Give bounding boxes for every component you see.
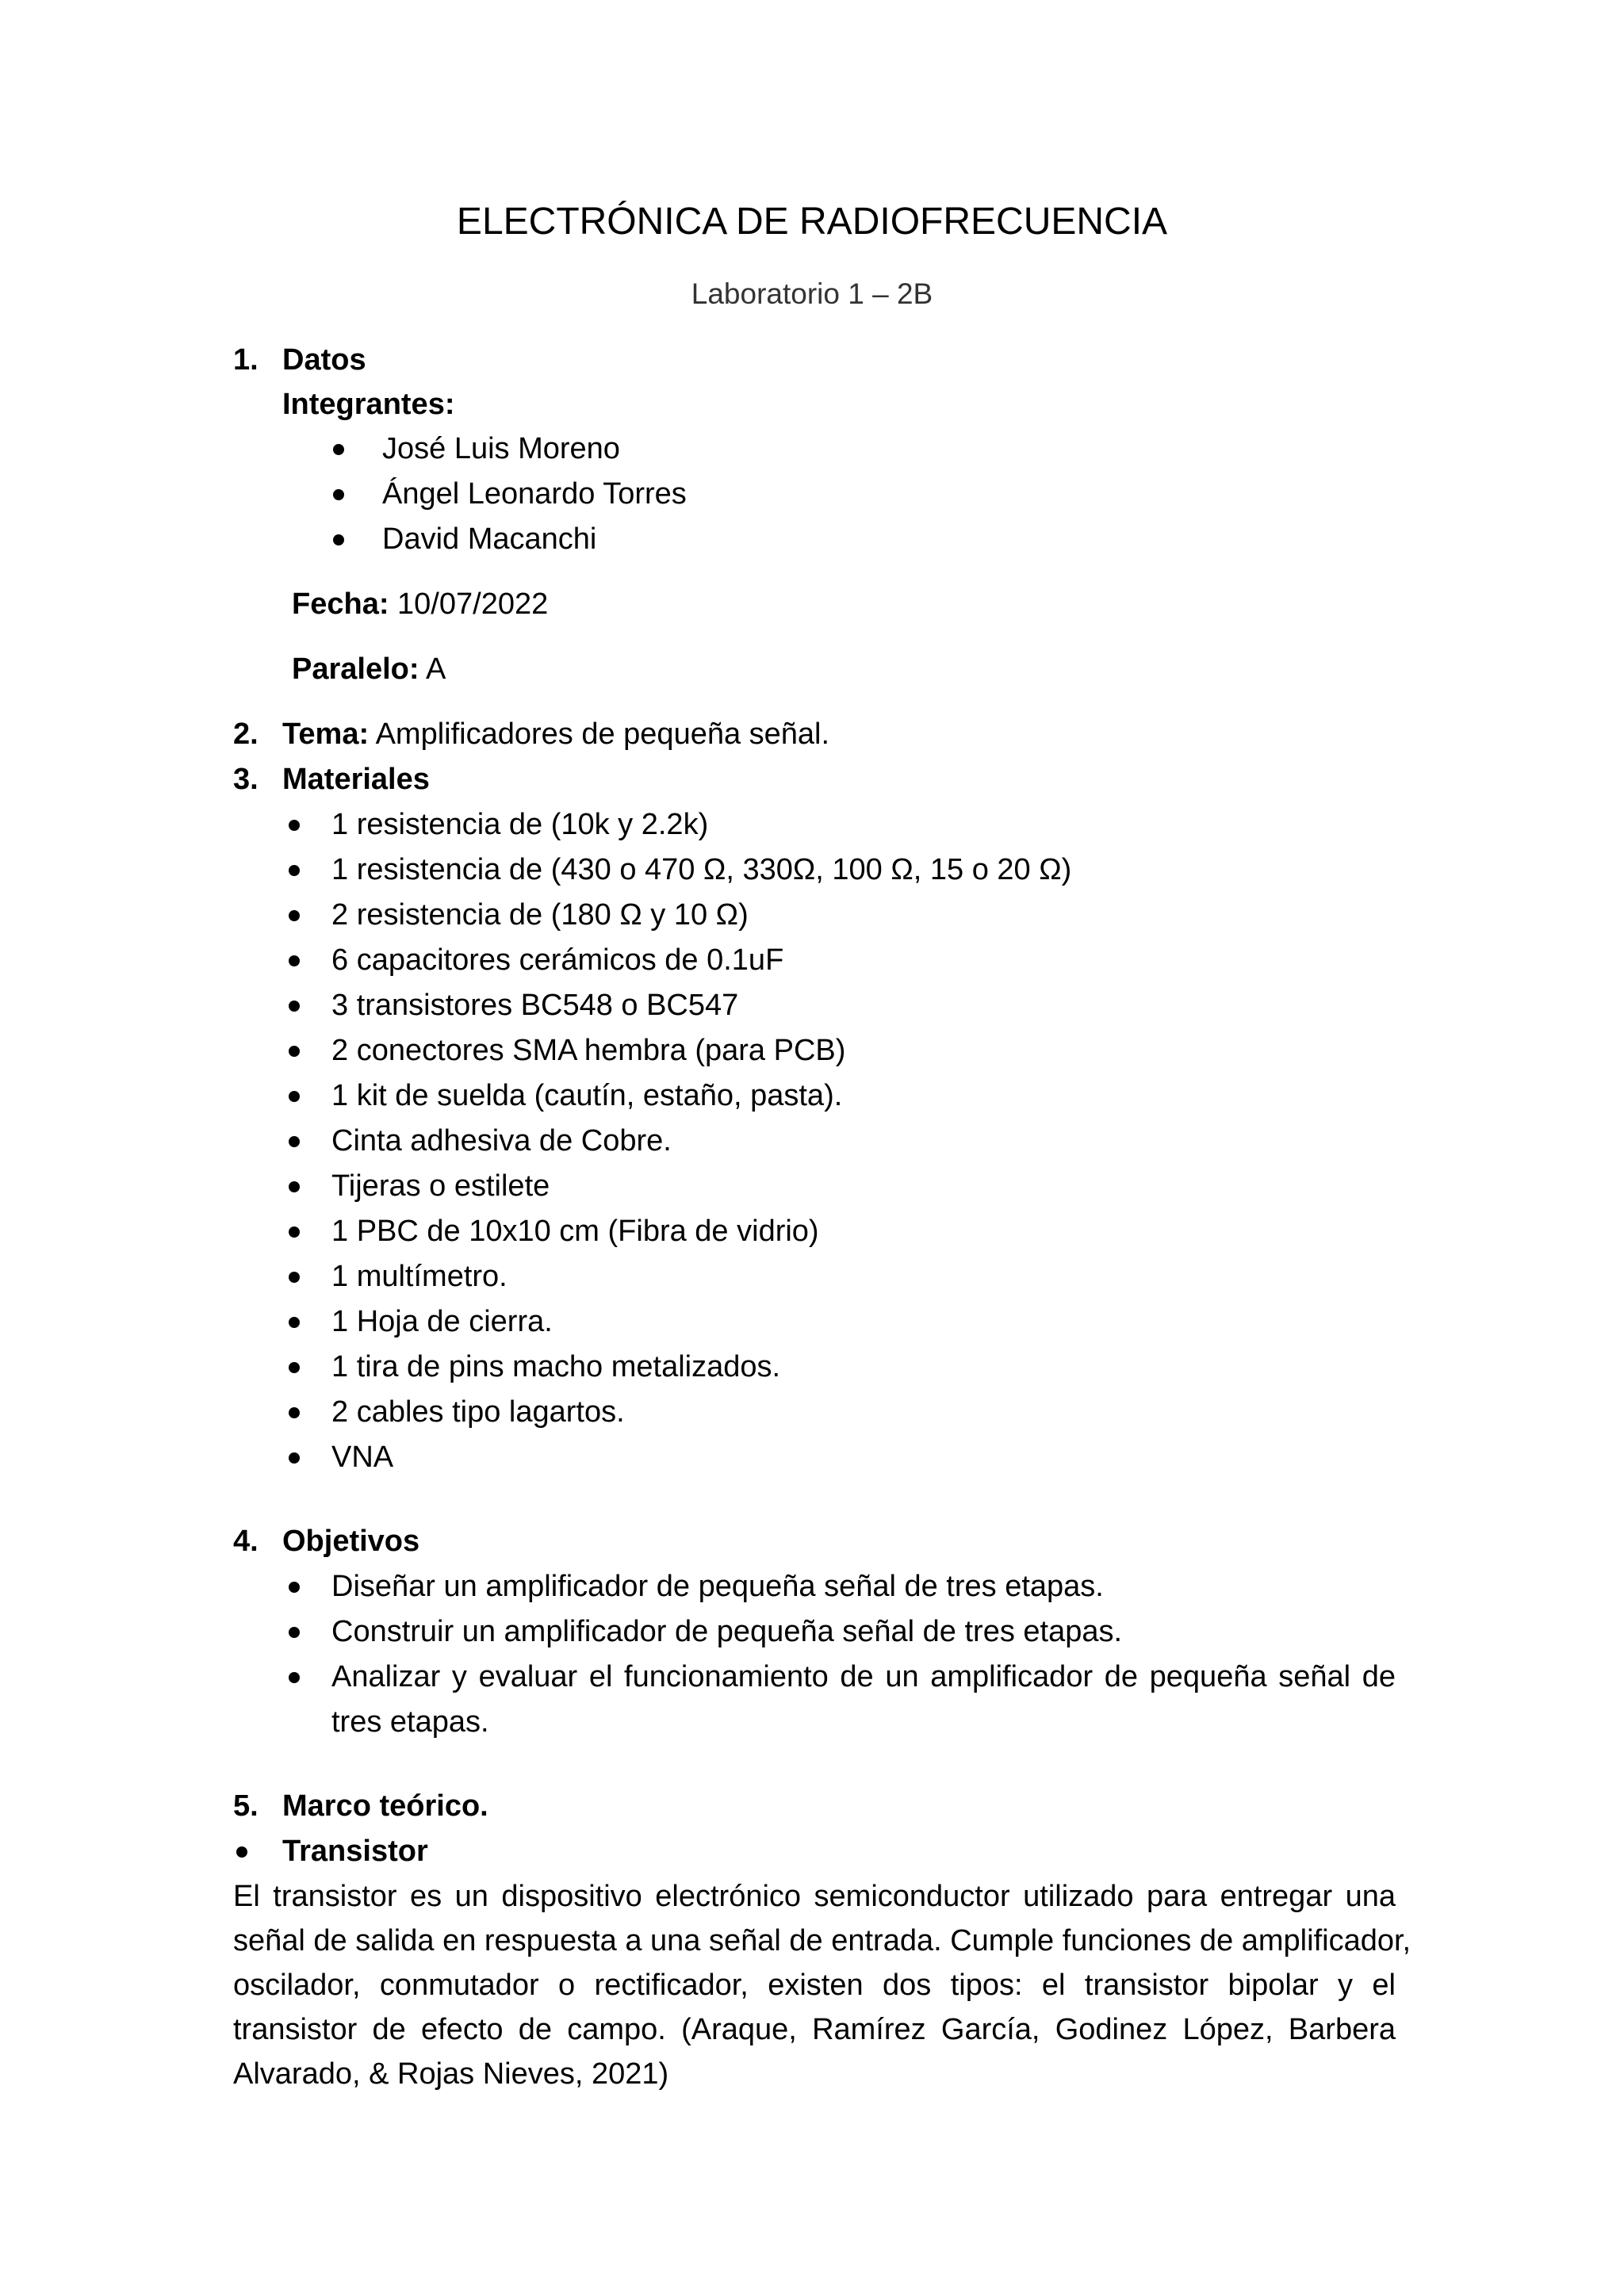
topic-label: Tema: — [282, 718, 370, 751]
member-name: Ángel Leonardo Torres — [382, 477, 687, 511]
objective-text-line: tres etapas. — [331, 1705, 489, 1739]
topic-value: Amplificadores de pequeña señal. — [369, 718, 830, 751]
members-label: Integrantes: — [282, 388, 455, 421]
bullet-icon — [289, 1091, 300, 1102]
materials-item-text: 1 resistencia de (430 o 470 Ω, 330Ω, 100 Ω, 15 o 20 Ω) — [331, 853, 1072, 886]
bullet-icon — [289, 865, 300, 876]
bullet-icon — [333, 489, 344, 500]
materials-item-text: 3 transistores BC548 o BC547 — [331, 989, 739, 1022]
topic-row — [282, 712, 829, 757]
section-5-number: 5. — [233, 1789, 259, 1823]
bullet-icon — [333, 534, 344, 545]
bullet-icon — [289, 1046, 300, 1057]
section-1-number: 1. — [233, 343, 259, 377]
parallel-row — [292, 647, 446, 692]
parallel-value: A — [419, 652, 446, 686]
bullet-icon — [289, 1136, 300, 1147]
materials-item-text: 2 cables tipo lagartos. — [331, 1395, 625, 1429]
paragraph-line: oscilador, conmutador o rectificador, existen dos tipos: el transistor bipolar y el — [233, 1969, 1396, 2002]
bullet-icon — [289, 1317, 300, 1328]
date-value: 10/07/2022 — [389, 587, 549, 621]
bullet-icon — [289, 1362, 300, 1373]
paragraph-line: señal de salida en respuesta a una señal de entrada. Cumple funciones de amplificador, — [233, 1924, 1411, 1957]
objective-text: Diseñar un amplificador de pequeña señal de tres etapas. — [331, 1570, 1104, 1603]
paragraph-line: transistor de efecto de campo. (Araque, Ramírez García, Godinez López, Barbera — [233, 2013, 1396, 2046]
objective-text: Construir un amplificador de pequeña señal de tres etapas. — [331, 1615, 1123, 1648]
materials-item-text: 1 tira de pins macho metalizados. — [331, 1350, 781, 1383]
date-row — [292, 582, 548, 627]
subheading-text: Transistor — [282, 1835, 428, 1868]
materials-item-text: 2 resistencia de (180 Ω y 10 Ω) — [331, 898, 749, 932]
bullet-icon — [289, 1181, 300, 1192]
section-4-heading: Objetivos — [282, 1525, 420, 1558]
bullet-icon — [289, 910, 300, 921]
bullet-icon — [289, 1226, 300, 1238]
section-1-heading: Datos — [282, 343, 366, 377]
member-name: David Macanchi — [382, 522, 597, 556]
materials-item-text: 6 capacitores cerámicos de 0.1uF — [331, 943, 784, 977]
section-3-number: 3. — [233, 763, 259, 796]
paragraph-line: Alvarado, & Rojas Nieves, 2021) — [233, 2057, 669, 2091]
bullet-icon — [289, 1627, 300, 1638]
section-5-heading: Marco teórico. — [282, 1789, 488, 1823]
paragraph-line: El transistor es un dispositivo electrónico semiconductor utilizado para entregar una — [233, 1880, 1396, 1913]
materials-item-text: 1 kit de suelda (cautín, estaño, pasta). — [331, 1079, 843, 1112]
objective-text-line: Analizar y evaluar el funcionamiento de un amplificador de pequeña señal de — [331, 1660, 1396, 1693]
section-4-number: 4. — [233, 1525, 259, 1558]
materials-item-text: 1 PBC de 10x10 cm (Fibra de vidrio) — [331, 1215, 819, 1248]
bullet-icon — [289, 820, 300, 831]
bullet-icon — [289, 1582, 300, 1593]
materials-item-text: Tijeras o estilete — [331, 1169, 550, 1203]
materials-item-text: 2 conectores SMA hembra (para PCB) — [331, 1034, 846, 1067]
section-2-number: 2. — [233, 718, 259, 751]
materials-item-text: 1 Hoja de cierra. — [331, 1305, 553, 1338]
member-name: José Luis Moreno — [382, 432, 620, 465]
materials-item-text: Cinta adhesiva de Cobre. — [331, 1124, 672, 1158]
document-subtitle: Laboratorio 1 – 2B — [691, 277, 933, 310]
bullet-icon — [333, 444, 344, 455]
bullet-icon — [289, 955, 300, 966]
materials-item-text: 1 multímetro. — [331, 1260, 508, 1293]
bullet-icon — [289, 1001, 300, 1012]
section-3-heading: Materiales — [282, 763, 430, 796]
date-label: Fecha: — [292, 587, 389, 621]
document-title: ELECTRÓNICA DE RADIOFRECUENCIA — [456, 201, 1168, 243]
bullet-icon — [289, 1452, 300, 1464]
parallel-label: Paralelo: — [292, 652, 419, 686]
materials-item-text: 1 resistencia de (10k y 2.2k) — [331, 808, 709, 841]
bullet-icon — [289, 1407, 300, 1418]
materials-item-text: VNA — [331, 1441, 394, 1474]
bullet-icon — [289, 1272, 300, 1283]
bullet-icon — [236, 1846, 247, 1858]
bullet-icon — [289, 1672, 300, 1683]
